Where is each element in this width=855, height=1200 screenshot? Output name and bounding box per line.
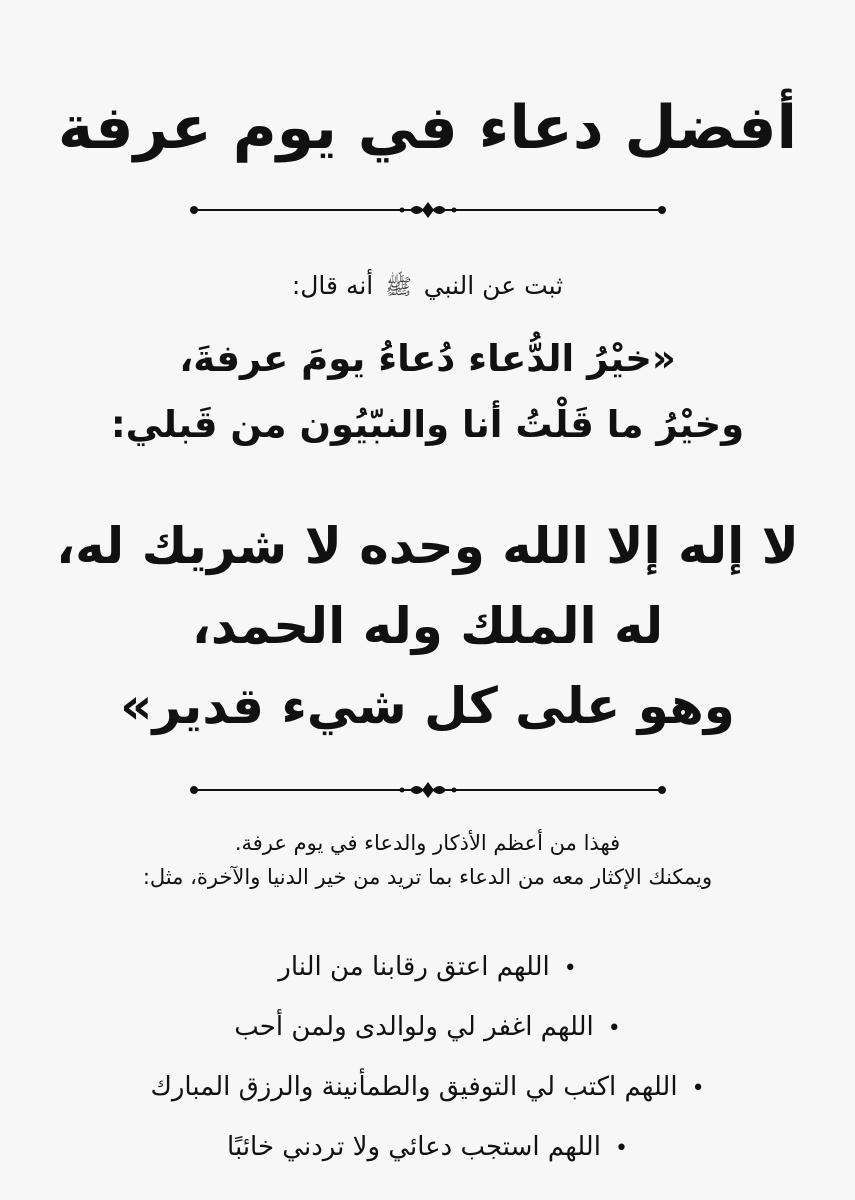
list-item [0,1058,855,1118]
hadith-line-1: «خيْرُ الدُّعاء دُعاءُ يومَ عرفةَ، [179,337,676,380]
intro-before: ثبت عن النبي [423,271,564,300]
dua-text: اللهم استجب دعائي ولا تردني خائبًا [227,1132,601,1162]
bullet-icon: • [614,1136,628,1161]
list-item [0,998,855,1058]
tahlil-line-3: وهو على كل شيء قدير» [120,677,735,735]
note-line-1: فهذا من أعظم الأذكار والدعاء في يوم عرفة. [234,831,621,855]
ornamental-divider-bottom [188,778,668,802]
intro-line [0,266,855,308]
intro-after: أنه قال: [291,271,374,300]
list-item [0,1118,855,1178]
list-item [0,938,855,998]
hadith-quote [0,326,855,458]
tahlil-line-2: له الملك وله الحمد، [191,597,664,655]
tahlil-line-1: لا إله إلا الله وحده لا شريك له، [56,517,799,575]
ornament-icon [188,198,668,222]
dua-text: اللهم اغفر لي ولوالدى ولمن أحب [234,1012,594,1042]
note-line-2: ويمكنك الإكثار معه من الدعاء بما تريد من خير الدنيا والآخرة، مثل: [142,865,713,889]
dua-list [0,938,855,1178]
salla-mark: ﷺ [385,275,412,300]
dua-text: اللهم اعتق رقابنا من النار [278,952,550,982]
bullet-icon: • [607,1016,621,1041]
note-paragraph [0,826,855,894]
bullet-icon: • [691,1076,705,1101]
ornament-icon [188,778,668,802]
dua-text: اللهم اكتب لي التوفيق والطمأنينة والرزق المبارك [150,1072,678,1102]
bullet-icon: • [563,956,577,981]
tahlil-block [0,506,855,746]
ornamental-divider-top [188,198,668,222]
hadith-line-2: وخيْرُ ما قَلْتُ أنا والنبّيُون من قَبلي: [110,403,745,446]
page-title: أفضل دعاء في يوم عرفة [57,93,798,163]
